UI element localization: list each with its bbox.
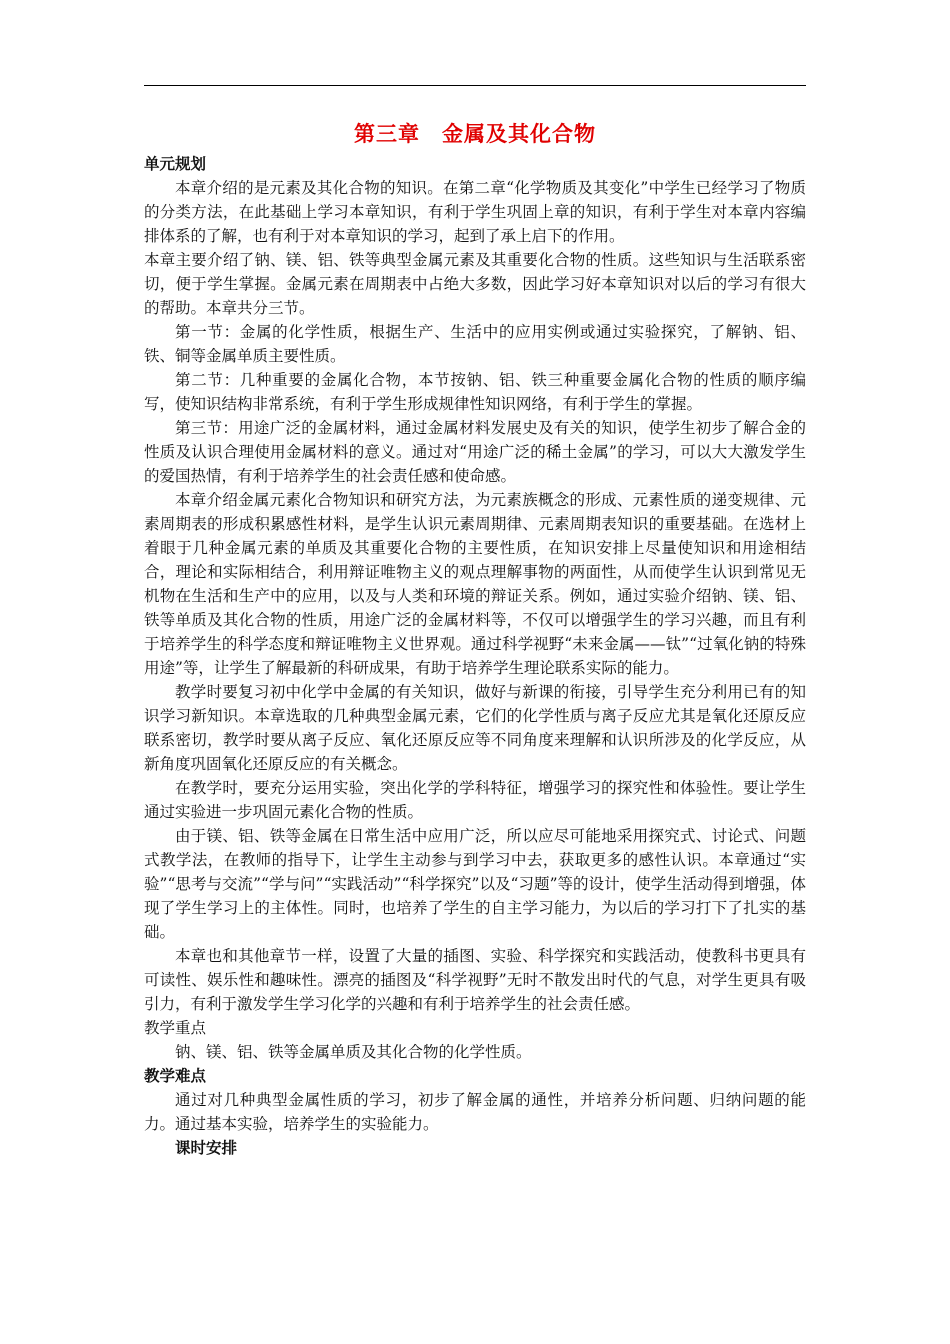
- paragraph-section-1: 第一节：金属的化学性质，根据生产、生活中的应用实例或通过实验探究，了解钠、铝、铁、铜等金属单质主要性质。: [144, 323, 806, 365]
- paragraph-experiments: 在教学时，要充分运用实验，突出化学的学科特征，增强学习的探究性和体验性。要让学生通过实验进一步巩固元素化合物的性质。: [144, 779, 806, 821]
- paragraph-illustrations: 本章也和其他章节一样，设置了大量的插图、实验、科学探究和实践活动，使教科书更具有可读性、娱乐性和趣味性。漂亮的插图及“科学视野”无时不散发出时代的气息，对学生更具有吸引力，有利于激发学生学习化学的兴趣和有利于培养学生的社会责任感。: [144, 947, 806, 1013]
- chapter-title: 第三章 金属及其化合物: [354, 121, 596, 146]
- paragraph-key-points: 钠、镁、铝、铁等金属单质及其化合物的化学性质。: [175, 1043, 532, 1061]
- header-rule: [144, 85, 806, 86]
- section-heading-schedule: 课时安排: [175, 1138, 238, 1157]
- paragraph-overview: 本章主要介绍了钠、镁、铝、铁等典型金属元素及其重要化合物的性质。这些知识与生活联系密切，便于学生掌握。金属元素在周期表中占绝大多数，因此学习好本章知识对以后的学习有很大的帮助。本章共分三节。: [144, 251, 806, 317]
- paragraph-teaching-methods: 由于镁、铝、铁等金属在日常生活中应用广泛，所以应尽可能地采用探究式、讨论式、问题式教学法，在教师的指导下，让学生主动参与到学习中去，获取更多的感性认识。本章通过“实验”“思考与交流”“学与问”“实践活动”“科学探究”以及“习题”等的设计，使学生活动得到增强，体现了学生学习上的主体性。同时，也培养了学生的自主学习能力，为以后的学习打下了扎实的基础。: [144, 827, 806, 941]
- paragraph-section-2: 第二节：几种重要的金属化合物，本节按钠、铝、铁三种重要金属化合物的性质的顺序编写，使知识结构非常系统，有利于学生形成规律性知识网络，有利于学生的掌握。: [144, 371, 806, 413]
- paragraph-methods: 本章介绍金属元素化合物知识和研究方法，为元素族概念的形成、元素性质的递变规律、元素周期表的形成积累感性材料，是学生认识元素周期律、元素周期表知识的重要基础。在选材上着眼于几种金属元素的单质及其重要化合物的主要性质，在知识安排上尽量使知识和用途相结合，理论和实际相结合，利用辩证唯物主义的观点理解事物的两面性，从而使学生认识到常见无机物在生活和生产中的应用，以及与人类和环境的辩证关系。例如，通过实验介绍钠、镁、铝、铁等单质及其化合物的性质，用途广泛的金属材料等，不仅可以增强学生的学习兴趣，而且有利于培养学生的科学态度和辩证唯物主义世界观。通过科学视野“未来金属——钛”“过氧化钠的特殊用途”等，让学生了解最新的科研成果，有助于培养学生理论联系实际的能力。: [144, 491, 806, 677]
- paragraph-section-3: 第三节：用途广泛的金属材料，通过金属材料发展史及有关的知识，使学生初步了解合金的性质及认识合理使用金属材料的意义。通过对“用途广泛的稀土金属”的学习，可以大大激发学生的爱国热情，有利于培养学生的社会责任感和使命感。: [144, 419, 806, 485]
- document-page: [144, 118, 806, 1160]
- paragraph-review: 教学时要复习初中化学中金属的有关知识，做好与新课的衔接，引导学生充分利用已有的知识学习新知识。本章选取的几种典型金属元素，它们的化学性质与离子反应尤其是氧化还原反应联系密切，教学时要从离子反应、氧化还原反应等不同角度来理解和认识所涉及的化学反应，从新角度巩固氧化还原反应的有关概念。: [144, 683, 806, 773]
- section-heading-difficulties: 教学难点: [144, 1066, 207, 1085]
- section-heading-key-points: 教学重点: [144, 1019, 207, 1037]
- paragraph-intro: 本章介绍的是元素及其化合物的知识。在第二章“化学物质及其变化”中学生已经学习了物质的分类方法，在此基础上学习本章知识，有利于学生巩固上章的知识，有利于学生对本章内容编排体系的了解，也有利于对本章知识的学习，起到了承上启下的作用。: [144, 179, 806, 245]
- paragraph-difficulties: 通过对几种典型金属性质的学习，初步了解金属的通性，并培养分析问题、归纳问题的能力。通过基本实验，培养学生的实验能力。: [144, 1091, 806, 1133]
- section-heading-unit-plan: 单元规划: [144, 154, 207, 173]
